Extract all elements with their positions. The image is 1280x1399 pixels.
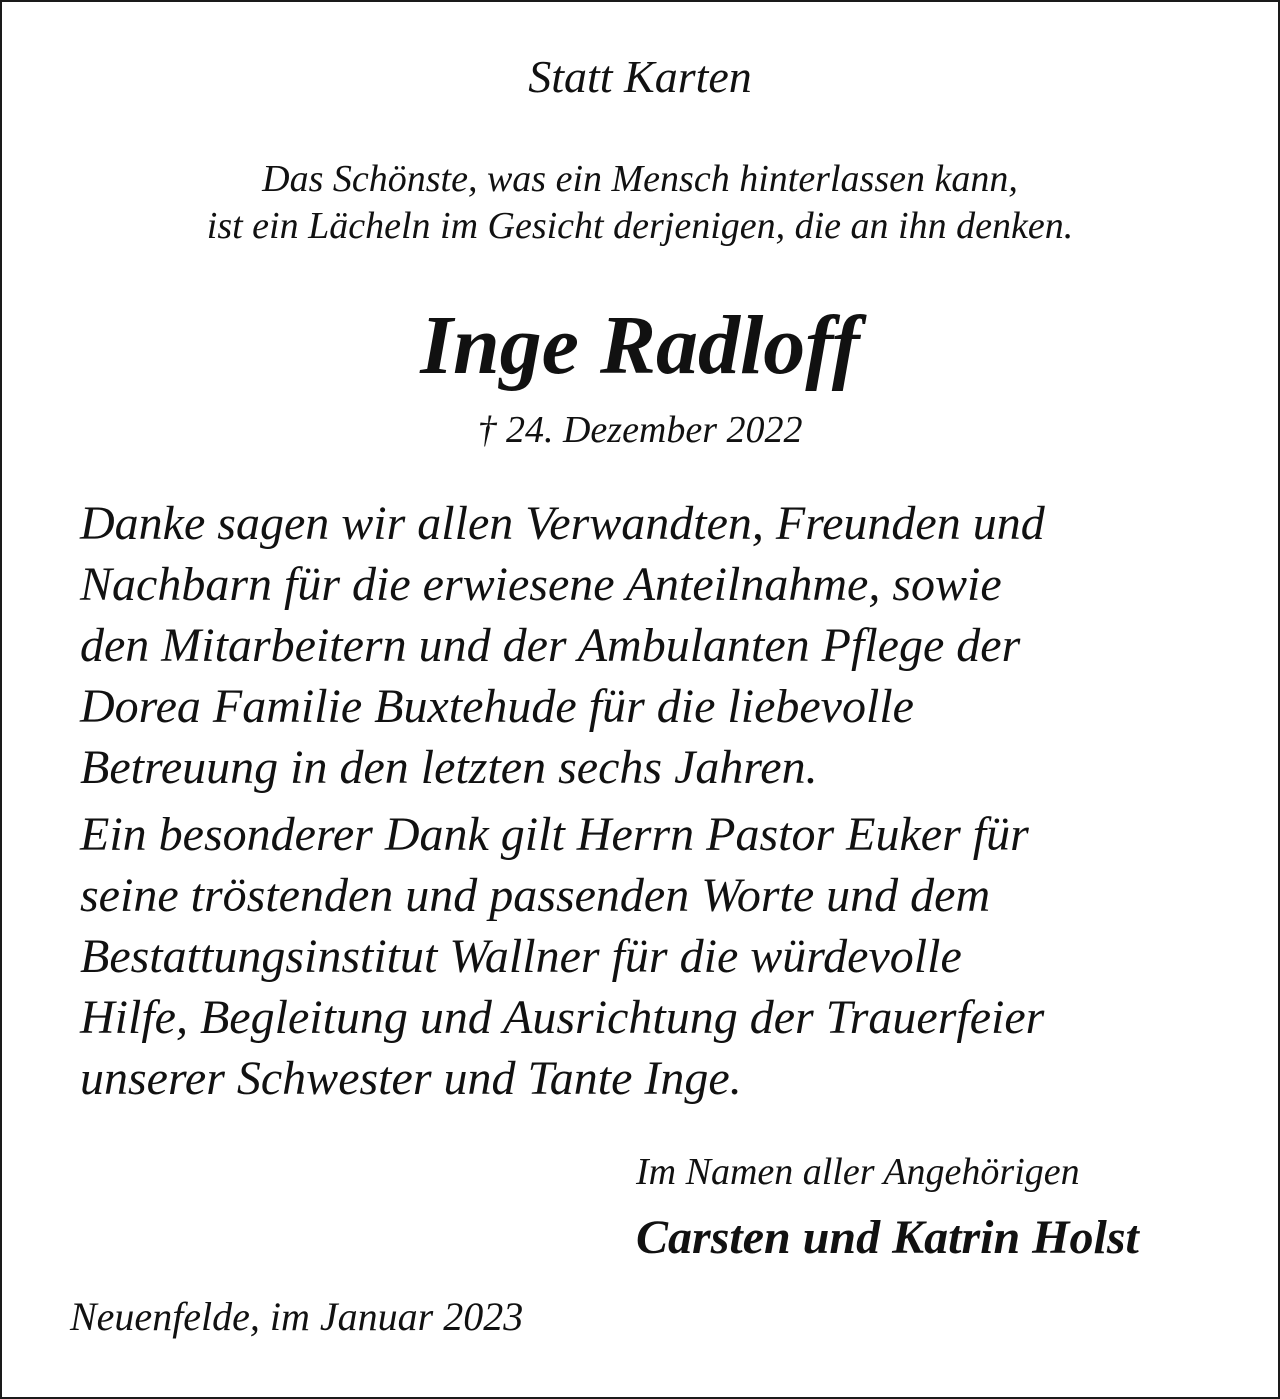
thanks-line: Ein besonderer Dank gilt Herrn Pastor Euker für (80, 808, 1029, 861)
thanks-line: Dorea Familie Buxtehude für die liebevolle (80, 680, 914, 733)
thanks-line: Betreuung in den letzten sechs Jahren. (80, 741, 818, 794)
death-date: † 24. Dezember 2022 (477, 409, 803, 451)
thanks-line: Nachbarn für die erwiesene Anteilnahme, sowie (80, 558, 1002, 611)
thanks-line: unserer Schwester und Tante Inge. (80, 1052, 742, 1105)
deceased-name: Inge Radloff (420, 299, 860, 392)
thanks-line: den Mitarbeitern und der Ambulanten Pflege der (80, 619, 1021, 672)
quote-line-1: Das Schönste, was ein Mensch hinterlassen kann, (262, 158, 1018, 200)
signature-names: Carsten und Katrin Holst (636, 1211, 1139, 1264)
thanks-paragraph-1 (80, 493, 1260, 798)
signature-label: Im Namen aller Angehörigen (636, 1151, 1080, 1193)
notice-header: Statt Karten (528, 51, 752, 102)
thanks-line: Hilfe, Begleitung und Ausrichtung der Trauerfeier (80, 991, 1045, 1044)
thanks-line: Danke sagen wir allen Verwandten, Freunden und (80, 497, 1045, 550)
place-and-date: Neuenfelde, im Januar 2023 (70, 1294, 524, 1339)
memorial-quote (0, 156, 1280, 250)
quote-line-2: ist ein Lächeln im Gesicht derjenigen, die an ihn denken. (206, 205, 1074, 247)
thanks-line: Bestattungsinstitut Wallner für die würdevolle (80, 930, 962, 983)
thanks-line: seine tröstenden und passenden Worte und dem (80, 869, 991, 922)
thanks-paragraph-2 (80, 804, 1260, 1109)
